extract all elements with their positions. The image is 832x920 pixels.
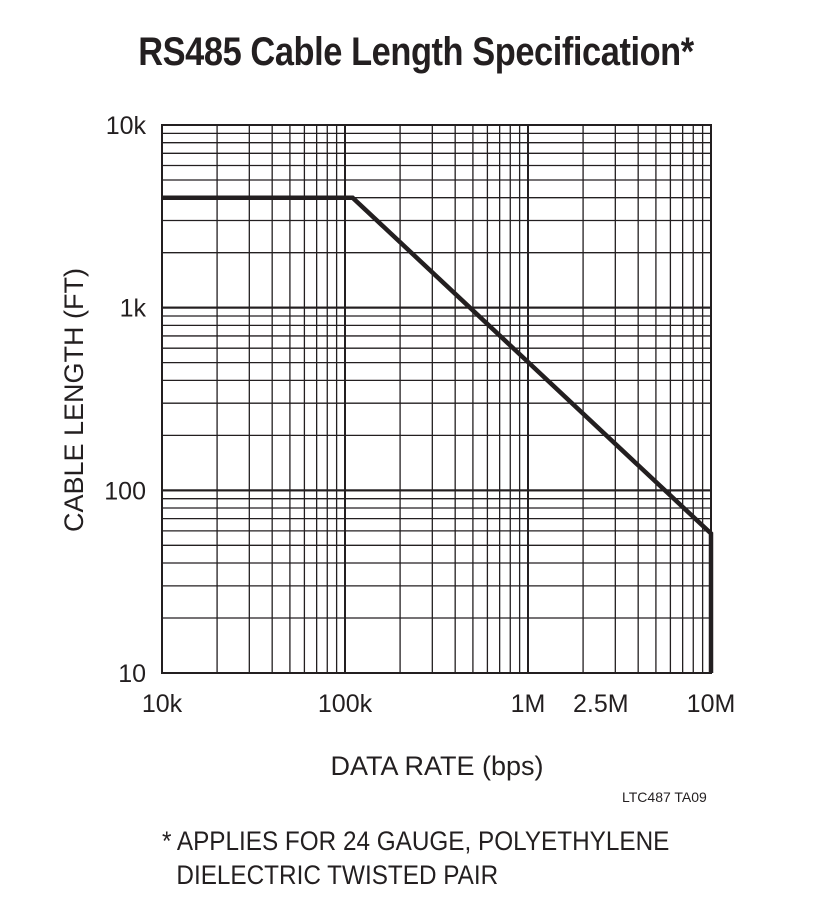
footnote-line-2: DIELECTRIC TWISTED PAIR [176, 860, 499, 890]
footnote-line-1: * APPLIES FOR 24 GAUGE, POLYETHYLENE [162, 826, 670, 856]
y-axis-label: CABLE LENGTH (FT) [59, 267, 89, 533]
x-tick-label: 2.5M [573, 690, 629, 718]
plot-frame [162, 125, 711, 673]
y-tick-label: 10 [118, 660, 146, 688]
x-axis-label: DATA RATE (bps) [330, 751, 544, 781]
x-tick-label: 10M [686, 690, 736, 718]
footnote [162, 824, 669, 892]
y-tick-label: 1k [119, 294, 146, 323]
x-tick-labels [142, 690, 735, 718]
x-tick-label: 100k [317, 690, 373, 718]
figure-reference: LTC487 TA09 [622, 789, 707, 805]
grid [162, 125, 711, 673]
y-tick-label: 10k [105, 112, 146, 140]
y-tick-labels [104, 112, 146, 688]
x-tick-label: 10k [141, 690, 183, 718]
y-tick-label: 100 [104, 477, 146, 506]
x-tick-label: 1M [510, 690, 546, 718]
chart-title: RS485 Cable Length Specification* [138, 30, 694, 74]
